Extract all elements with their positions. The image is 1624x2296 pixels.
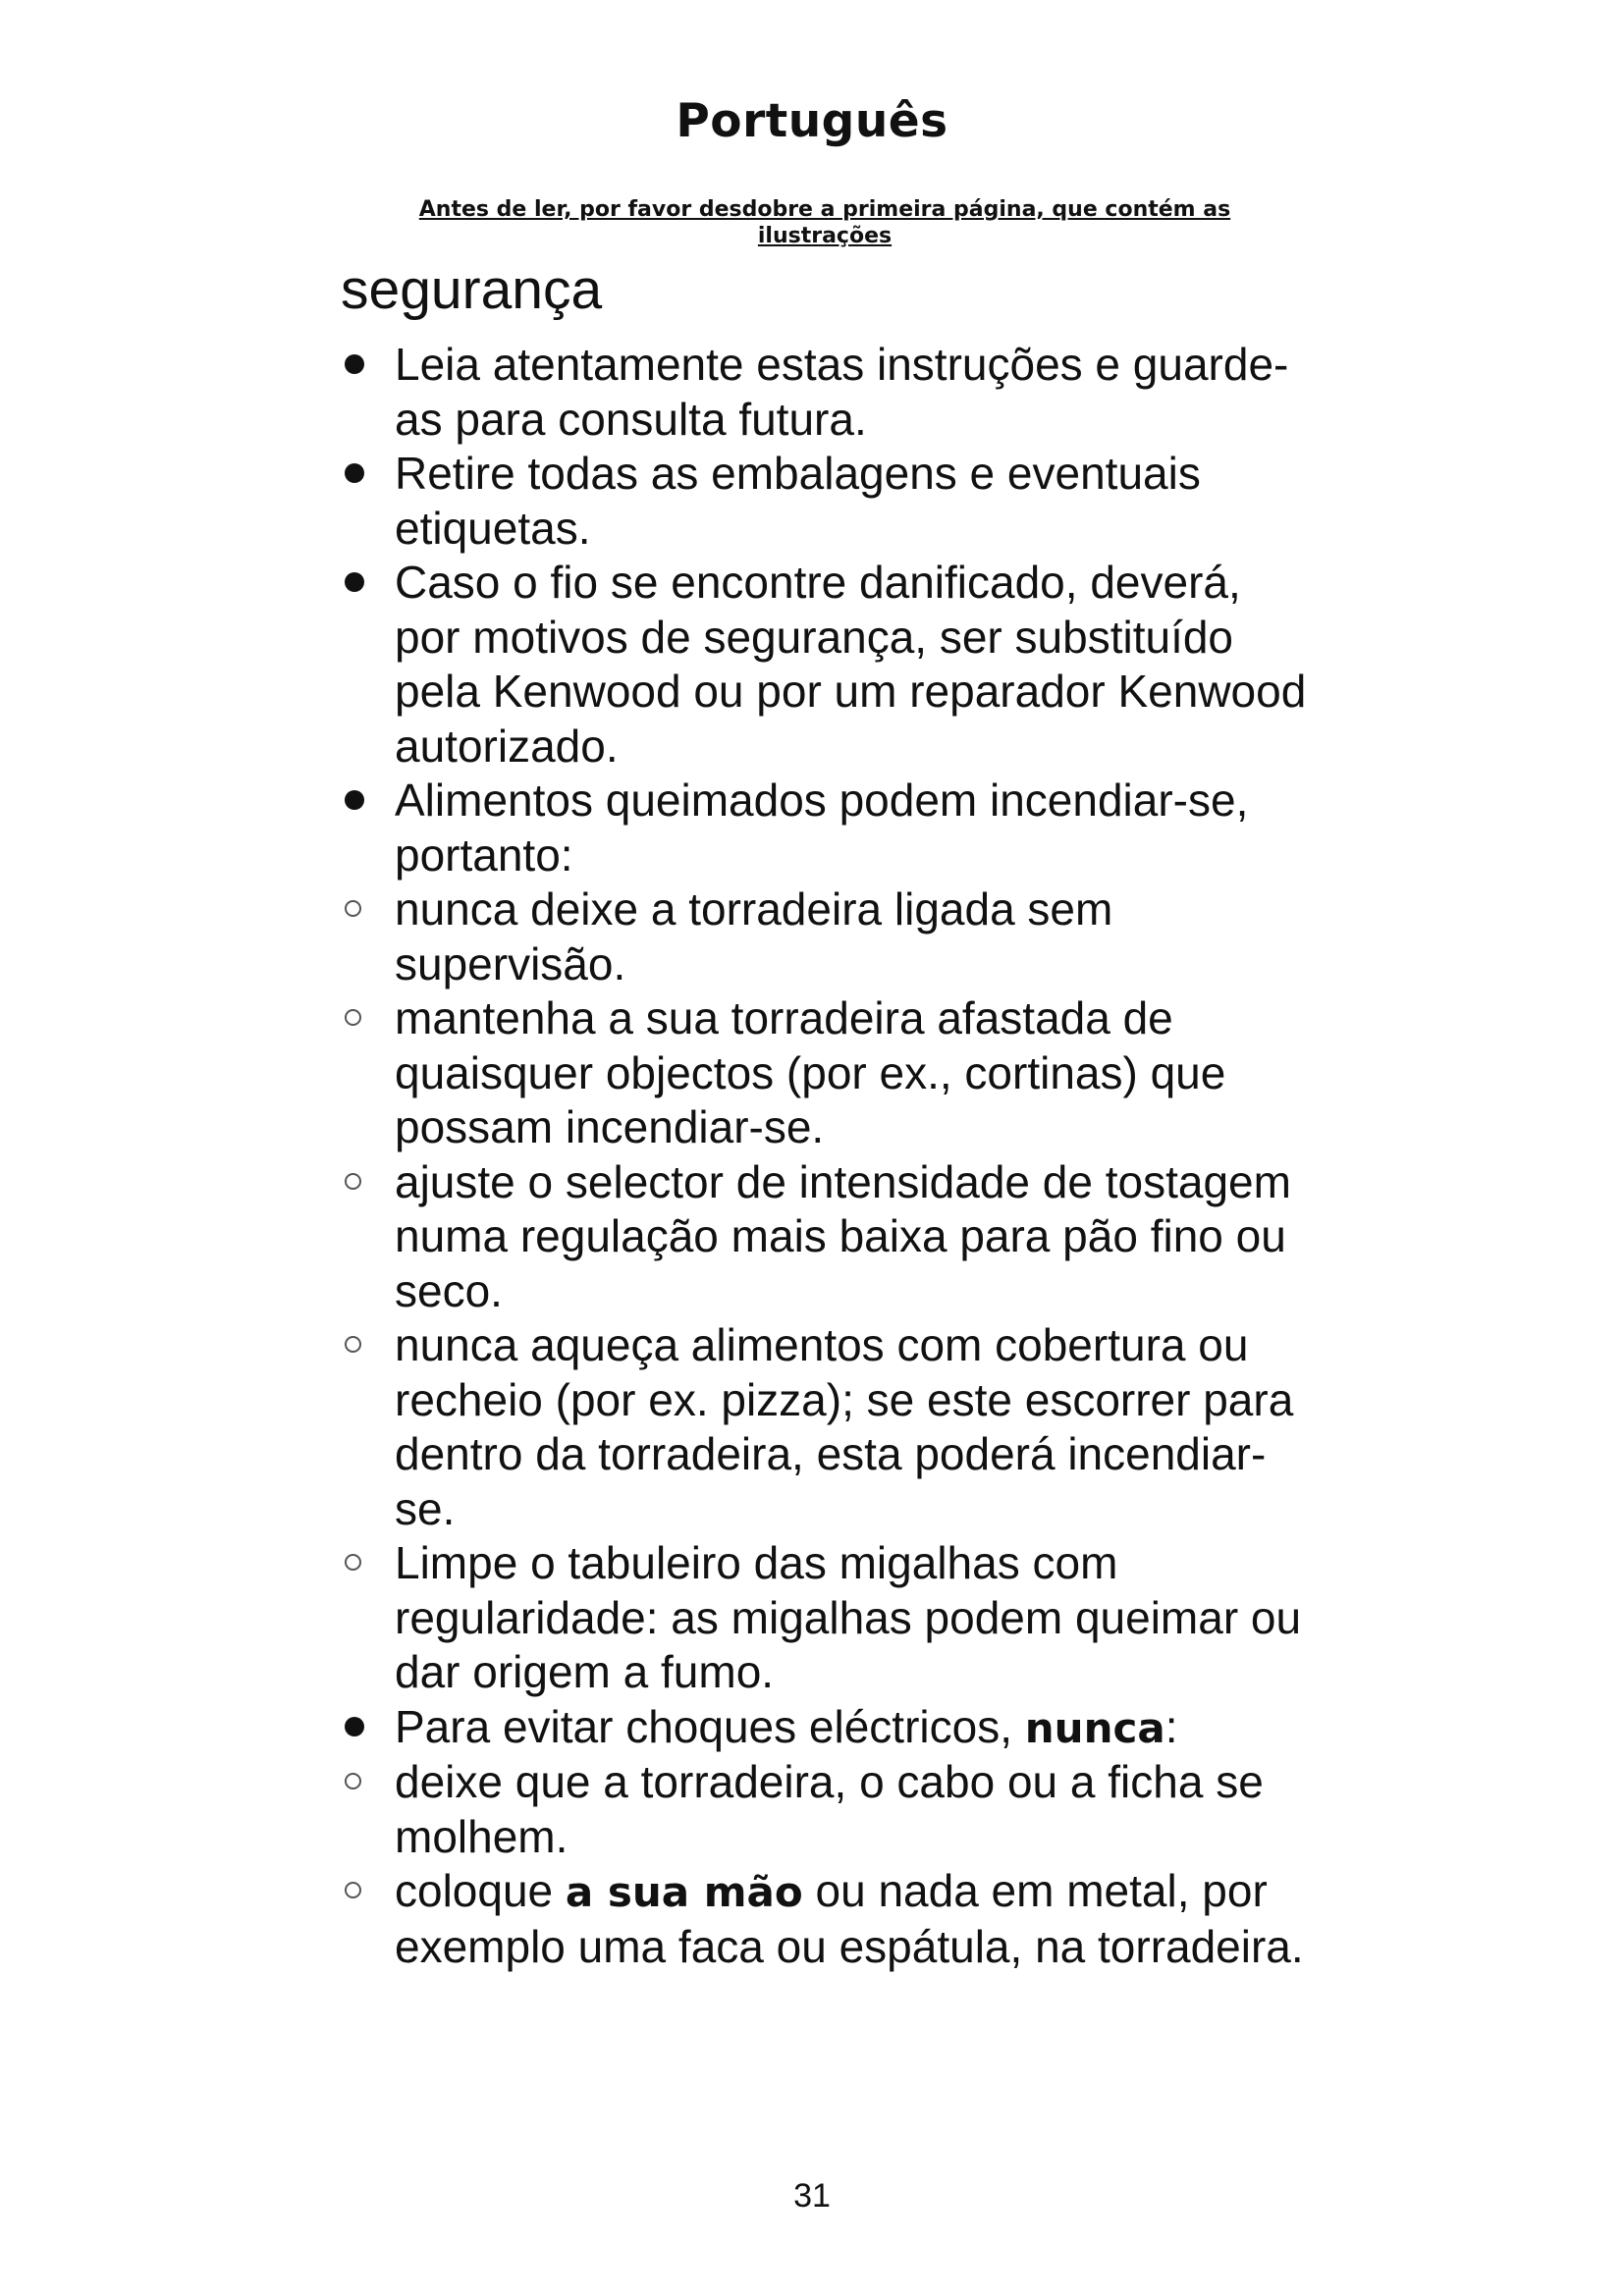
page-number: 31 (793, 2177, 831, 2215)
list-item (334, 1318, 1316, 1536)
list-item (334, 447, 1316, 556)
section-title: segurança (341, 258, 603, 321)
list-item (334, 991, 1316, 1155)
list-item (334, 1536, 1316, 1700)
list-item-text: Para evitar choques eléctricos, (395, 1700, 1012, 1752)
circle-bullet-icon (345, 900, 361, 917)
bullet-icon (345, 572, 364, 592)
list-item-text: Limpe o tabuleiro das migalhas com regularidade: as migalhas podem queimar ou dar origem a fumo. (395, 1537, 1302, 1697)
list-item-text: deixe que a torradeira, o cabo ou a ficha se molhem. (395, 1756, 1264, 1862)
list-item (334, 1755, 1316, 1864)
bullet-icon (345, 790, 364, 810)
bullet-icon (345, 463, 364, 483)
emphasis-text: nunca (1024, 1703, 1165, 1752)
list-item-text: Caso o fio se encontre danificado, deverá, por motivos de segurança, ser substituído pela Kenwood ou por um reparador Kenwood autorizado. (395, 557, 1307, 772)
list-item-text: mantenha a sua torradeira afastada de quaisquer objectos (por ex., cortinas) que possam incendiar-se. (395, 992, 1226, 1152)
list-item-text: ajuste o selector de intensidade de tostagem numa regulação mais baixa para pão fino ou seco. (395, 1155, 1291, 1316)
list-item-text: Leia atentamente estas instruções e guarde-as para consulta futura. (395, 339, 1289, 445)
safety-list (334, 338, 1316, 1974)
circle-bullet-icon (345, 1554, 361, 1571)
list-item-text: Retire todas as embalagens e eventuais etiquetas. (395, 448, 1201, 554)
list-item-text: nunca deixe a torradeira ligada sem supervisão. (395, 883, 1113, 989)
list-item-text-end: : (1164, 1700, 1178, 1752)
list-item-text: nunca aqueça alimentos com cobertura ou recheio (por ex. pizza); se este escorrer para dentro da torradeira, esta poderá incendiar-se. (395, 1319, 1294, 1534)
list-item (334, 338, 1316, 447)
circle-bullet-icon (345, 1773, 361, 1789)
list-item-text: coloque (395, 1865, 554, 1916)
list-item (334, 1700, 1316, 1756)
circle-bullet-icon (345, 1009, 361, 1026)
unfold-page-note: Antes de ler, por favor desdobre a primeira página, que contém as ilustrações (418, 197, 1231, 248)
language-heading: Português (676, 94, 948, 148)
list-item (334, 1864, 1316, 1974)
circle-bullet-icon (345, 1173, 361, 1190)
circle-bullet-icon (345, 1336, 361, 1353)
emphasis-text: a sua mão (565, 1868, 803, 1916)
list-item (334, 774, 1316, 882)
list-item (334, 556, 1316, 774)
bullet-icon (345, 354, 364, 374)
list-item-text-end: ou nada em metal, por exemplo uma faca ou espátula, na torradeira. (395, 1865, 1304, 1972)
list-item (334, 1155, 1316, 1319)
circle-bullet-icon (345, 1882, 361, 1898)
list-item (334, 882, 1316, 991)
bullet-icon (345, 1717, 364, 1736)
list-item-text: Alimentos queimados podem incendiar-se, portanto: (395, 774, 1249, 881)
